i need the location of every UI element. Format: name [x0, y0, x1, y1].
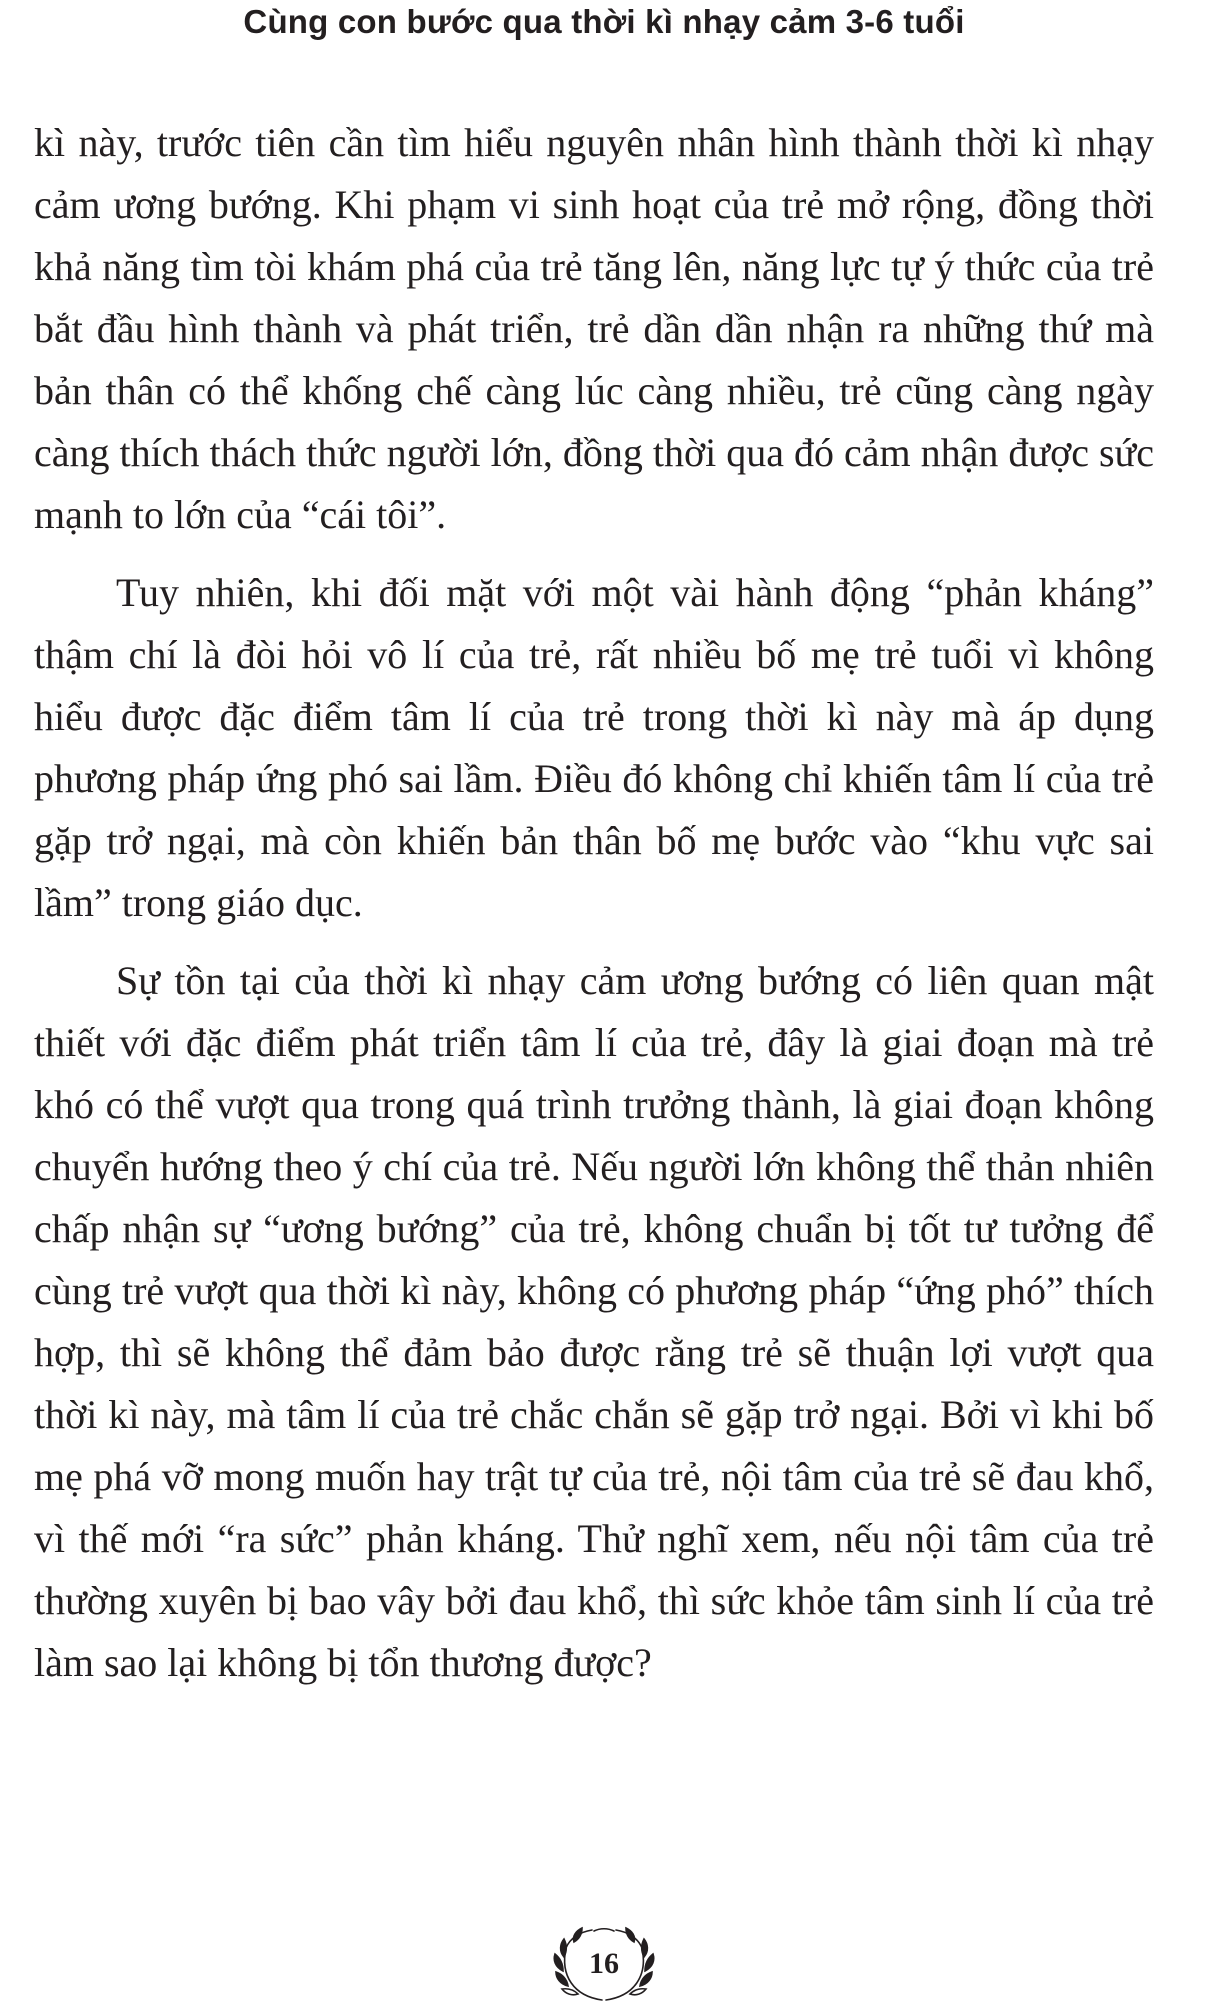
- paragraph: Tuy nhiên, khi đối mặt với một vài hành động “phản kháng” thậm chí là đòi hỏi vô lí của trẻ, rất nhiều bố mẹ trẻ tuổi vì không hiểu được đặc điểm tâm lí của trẻ trong thời kì này mà áp dụng phương pháp ứng phó sai lầm. Điều đó không chỉ khiến tâm lí của trẻ gặp trở ngại, mà còn khiến bản thân bố mẹ bước vào “khu vực sai lầm” trong giáo dục.: [34, 570, 1154, 925]
- running-header: Cùng con bước qua thời kì nhạy cảm 3-6 tuổi: [243, 3, 965, 40]
- page-number-ornament: [544, 1926, 664, 2006]
- body-text: [34, 112, 1154, 1694]
- page-number: 16: [589, 1947, 619, 1980]
- paragraph-continuation: kì này, trước tiên cần tìm hiểu nguyên nhân hình thành thời kì nhạy cảm ương bướng. Khi phạm vi sinh hoạt của trẻ mở rộng, đồng thời khả năng tìm tòi khám phá của trẻ tăng lên, năng lực tự ý thức của trẻ bắt đầu hình thành và phát triển, trẻ dần dần nhận ra những thứ mà bản thân có thể khống chế càng lúc càng nhiều, trẻ cũng càng ngày càng thích thách thức người lớn, đồng thời qua đó cảm nhận được sức mạnh to lớn của “cái tôi”.: [34, 120, 1154, 537]
- paragraph: Sự tồn tại của thời kì nhạy cảm ương bướng có liên quan mật thiết với đặc điểm phát triển tâm lí của trẻ, đây là giai đoạn mà trẻ khó có thể vượt qua trong quá trình trưởng thành, là giai đoạn không chuyển hướng theo ý chí của trẻ. Nếu người lớn không thể thản nhiên chấp nhận sự “ương bướng” của trẻ, không chuẩn bị tốt tư tưởng để cùng trẻ vượt qua thời kì này, không có phương pháp “ứng phó” thích hợp, thì sẽ không thể đảm bảo được rằng trẻ sẽ thuận lợi vượt qua thời kì này, mà tâm lí của trẻ chắc chắn sẽ gặp trở ngại. Bởi vì khi bố mẹ phá vỡ mong muốn hay trật tự của trẻ, nội tâm của trẻ sẽ đau khổ, vì thế mới “ra sức” phản kháng. Thử nghĩ xem, nếu nội tâm của trẻ thường xuyên bị bao vây bởi đau khổ, thì sức khỏe tâm sinh lí của trẻ làm sao lại không bị tổn thương được?: [34, 958, 1154, 1685]
